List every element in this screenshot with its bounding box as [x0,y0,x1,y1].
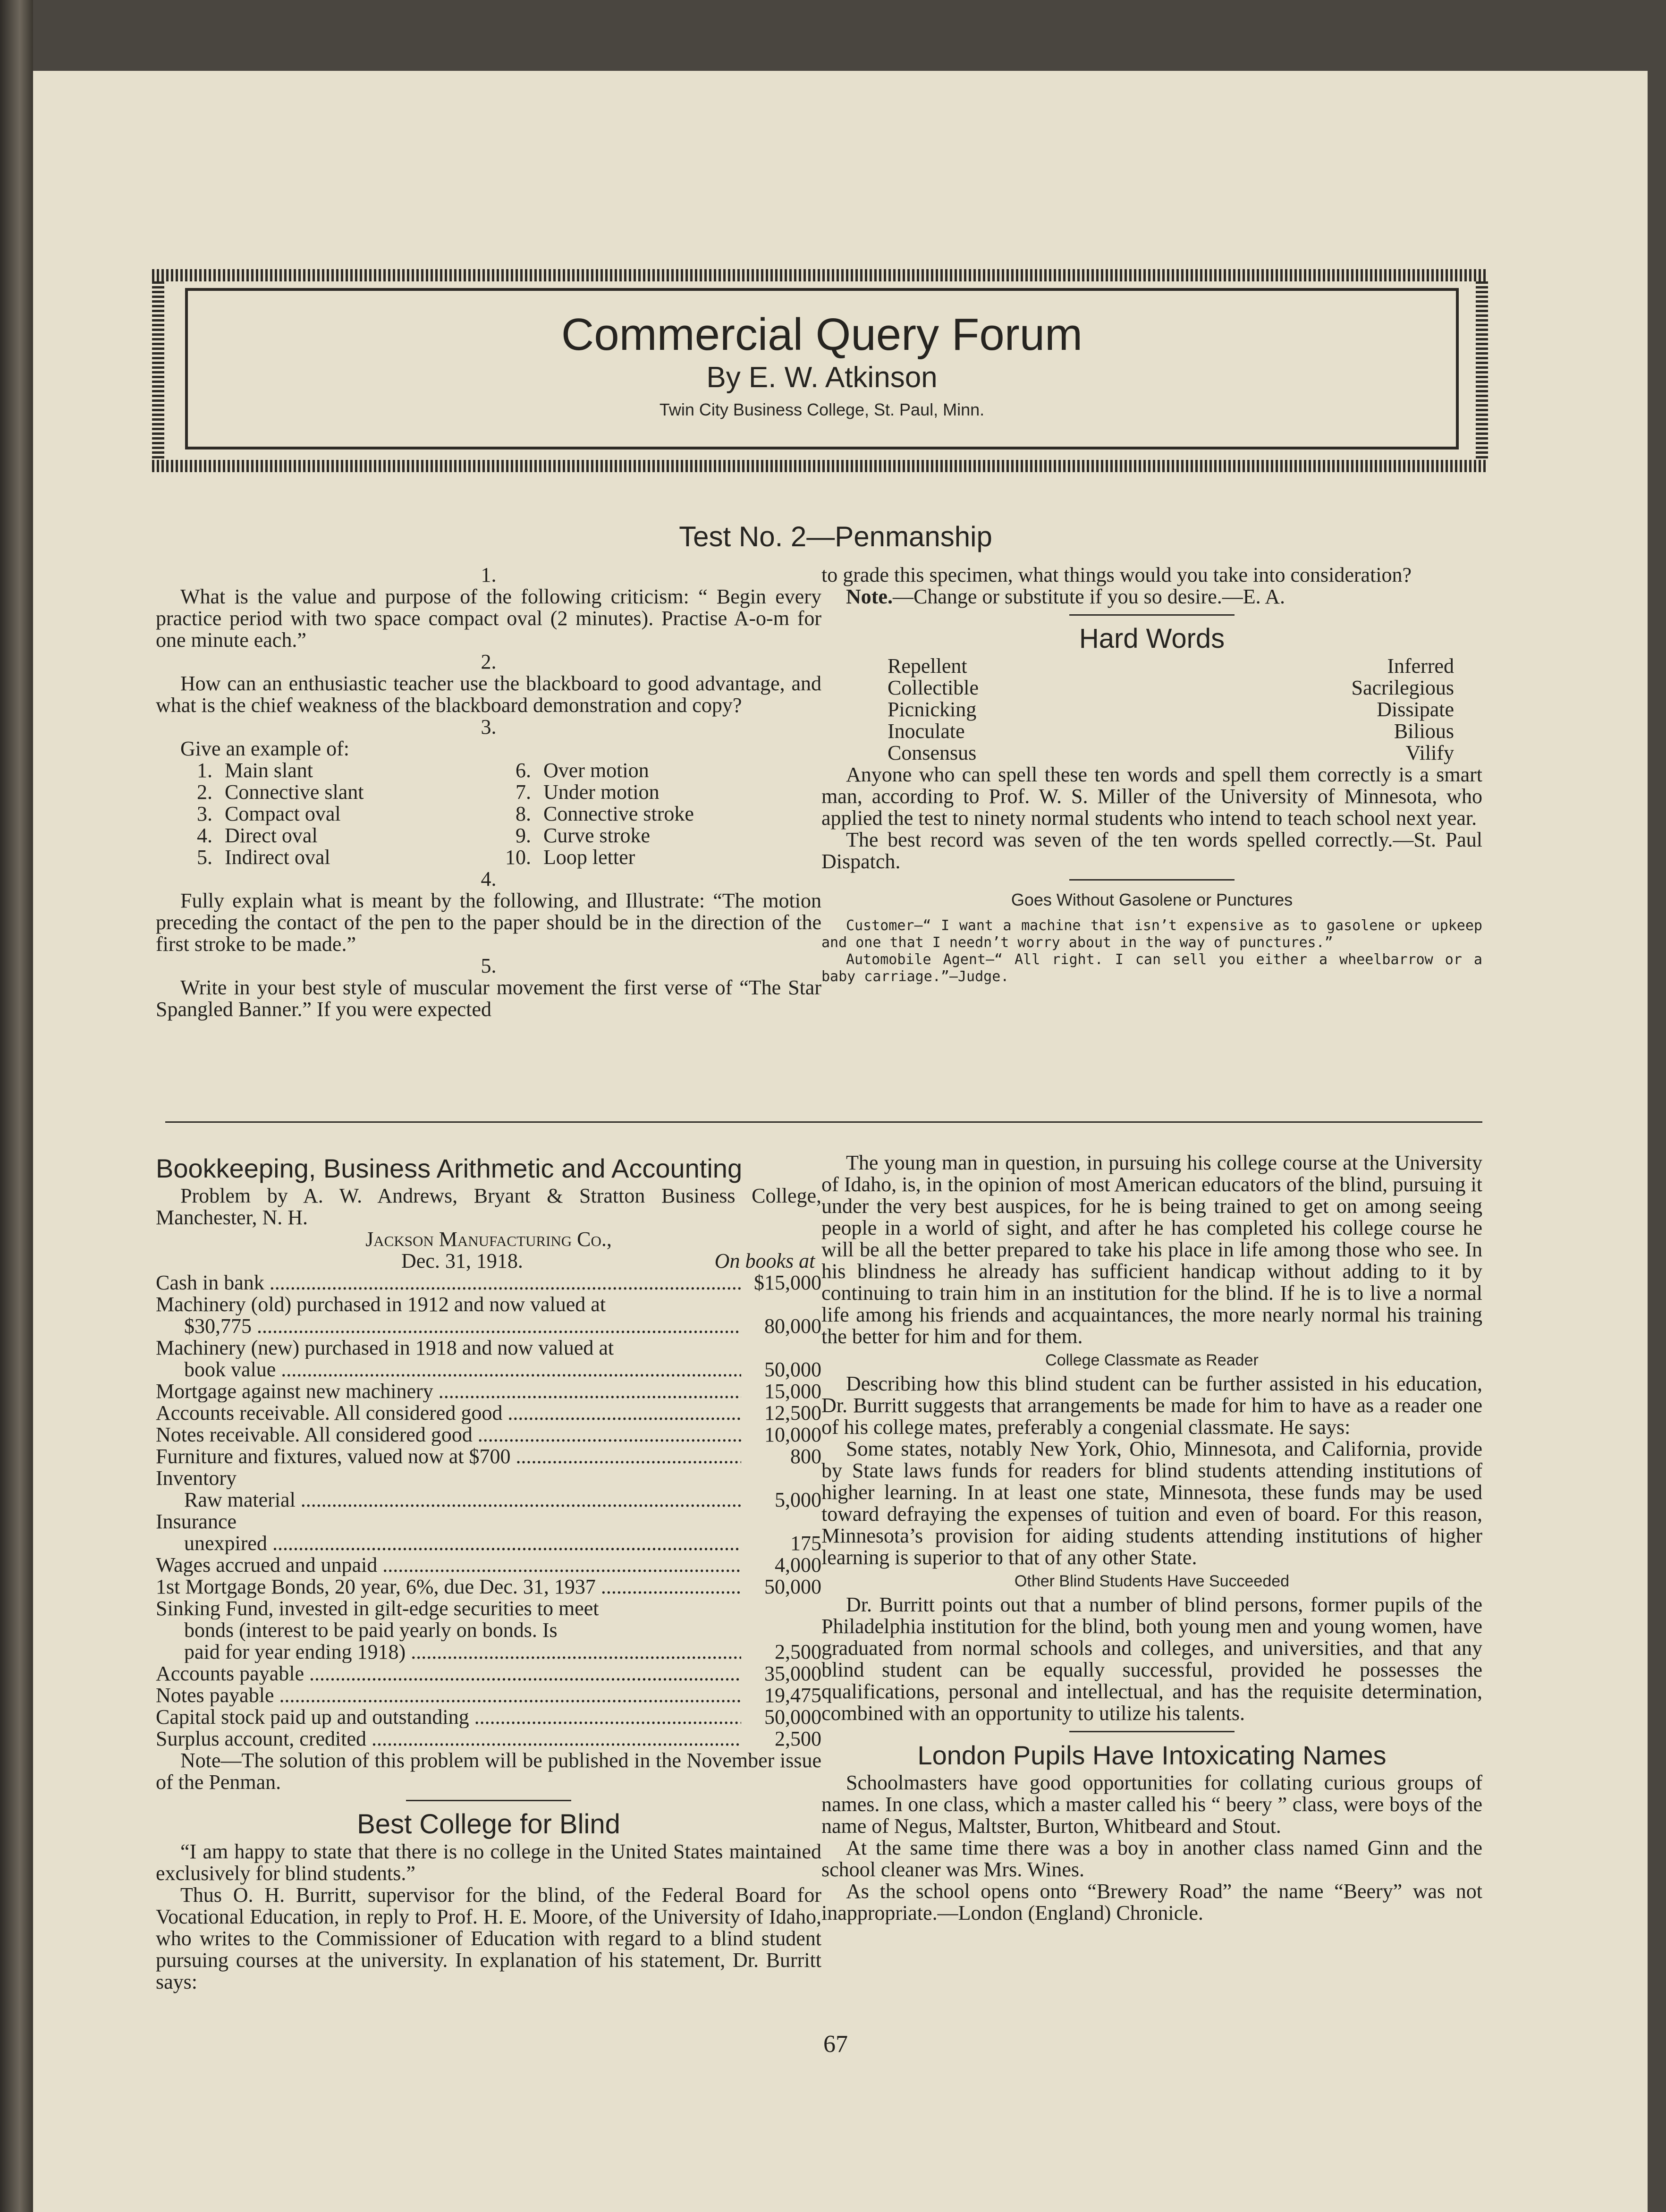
q1-text: What is the value and purpose of the following criticism: “ Begin every practice period with two space compact oval (2 minutes). Practise A-o-m for one minute each.” [156,585,821,652]
divider [1069,1731,1235,1732]
ledger-label: Capital stock paid up and outstanding ..... [156,1706,741,1728]
ledger-label: Surplus account, credited ..... [156,1728,741,1750]
banner-top-hatch [152,269,1488,281]
ledger-label: paid for year ending 1918) ..... [156,1641,741,1663]
bookkeeping-intro: Problem by A. W. Andrews, Bryant & Stratton Business College, Manchester, N. H. [156,1184,821,1229]
book-spine [0,0,33,2212]
ledger-row [156,1554,821,1576]
list-item: 8. Connective stroke [516,802,694,825]
q2-number: 2. [481,650,497,673]
hard-words-list [821,655,1482,764]
ledger-amount: $15,000 [754,1271,821,1294]
banner-box [185,288,1459,449]
top-right-column [821,564,1482,985]
ledger-label: Accounts receivable. All considered good ..... [156,1402,741,1424]
q5-number: 5. [481,954,497,977]
ledger-row [156,1337,821,1359]
divider [1069,614,1235,616]
ledger-amount: 2,500 [775,1727,821,1750]
gasolene-p2: Automobile Agent—“ All right. I can sell you either a wheelbarrow or a baby carriage.”—Judge. [821,951,1482,985]
affiliation: Twin City Business College, St. Paul, Minn. [659,400,985,419]
q2-text: How can an enthusiastic teacher use the blackboard to good advantage, and what is the chief weakness of the blackboard demonstration and copy? [156,672,821,717]
test-heading: Test No. 2—Penmanship [679,521,992,552]
ledger-amount: 4,000 [775,1553,821,1576]
banner-right-hatch [1476,281,1488,460]
ledger-label: Accounts payable ..... [156,1663,741,1685]
ledger-amount: 35,000 [764,1662,821,1685]
ledger-row [156,1619,821,1641]
list-item: Bilious [1394,720,1454,743]
ledger-label: Machinery (old) purchased in 1912 and now valued at [156,1294,606,1315]
ledger-label: $30,775 ..... [156,1315,741,1337]
ledger-column-head: On books at [714,1249,815,1272]
ledger-amount: 5,000 [775,1488,821,1511]
gasolene-joke [821,917,1482,985]
ledger-label: Cash in bank ..... [156,1272,741,1294]
ledger-label: book value ..... [156,1359,741,1381]
list-item: 9. Curve stroke [516,824,651,847]
banner-bottom-hatch [152,460,1488,472]
list-item: Vilify [1405,741,1454,764]
ledger-row [156,1424,821,1446]
ledger-label: bonds (interest to be paid yearly on bonds. Is [184,1619,558,1641]
ledger-row [156,1728,821,1750]
ledger-row [156,1315,821,1337]
ledger-row [156,1381,821,1402]
ledger-row [156,1359,821,1381]
divider [1069,879,1235,881]
ledger-row [156,1402,821,1424]
test-note [821,586,1482,608]
ledger-row [156,1706,821,1728]
ledger-label: 1st Mortgage Bonds, 20 year, 6%, due Dec. 31, 1937 ..... [156,1576,741,1598]
ledger-row [156,1598,821,1619]
blind-p3: The young man in question, in pursuing his college course at the University of Idaho, is, in the opinion of most American educators of the blind, pursuing it under the very best auspices, for he is being trained to get on among seeing people in a world of sight, and after he has completed his college course he will be all the better prepared to take his place in life among those who see. In his blindness he already has sufficient handicap without adding to it by continuing to train him in an institution for the blind. If he is to live a normal life among his friends and acquaintances, the more nearly normal his training the better for him and for them. [821,1151,1482,1348]
q3-list [156,760,821,868]
ledger-row [156,1533,821,1554]
page [33,71,1648,2212]
ledger-amount: 19,475 [764,1684,821,1707]
blind-p1: “I am happy to state that there is no college in the United States maintained exclusively for blind students.” [156,1840,821,1885]
ledger-row [156,1294,821,1315]
list-item: 3. Compact oval [197,802,341,825]
list-item: Picnicking [888,698,977,721]
ledger-row [156,1467,821,1489]
ledger-amount: 10,000 [764,1423,821,1446]
ledger-amount: 12,500 [764,1401,821,1424]
hard-words-p2: The best record was seven of the ten words spelled correctly.—St. Paul Dispatch. [821,828,1482,873]
list-item: Collectible [888,676,979,699]
ledger-amount: 2,500 [775,1640,821,1663]
list-item: Sacrilegious [1351,676,1454,699]
ledger-table [156,1272,821,1750]
blind-subheading-2: Other Blind Students Have Succeeded [1014,1572,1290,1590]
q5-continued: to grade this specimen, what things would you take into consideration? [821,563,1412,586]
ledger-amount: 175 [790,1532,821,1555]
blind-p4: Describing how this blind student can be further assisted in his education, Dr. Burritt suggests that arrangements be made for him to have as a reader one of his college mates, preferably a congenial classmate. He says: [821,1372,1482,1439]
ledger-amount: 50,000 [764,1358,821,1381]
ledger-row [156,1641,821,1663]
hard-words-heading: Hard Words [1079,623,1225,654]
ledger-label: Sinking Fund, invested in gilt-edge securities to meet [156,1598,599,1619]
blind-heading: Best College for Blind [357,1809,620,1839]
list-item: 4. Direct oval [197,824,318,847]
list-item: Consensus [888,741,977,764]
q3-list-left [184,760,503,868]
q1-number: 1. [481,563,497,586]
ledger-label: Raw material ..... [156,1489,741,1511]
q3-list-right [503,760,821,868]
bottom-right-column [821,1152,1482,1924]
ledger-label: Notes receivable. All considered good ..... [156,1424,741,1446]
ledger-amount: 50,000 [764,1575,821,1598]
list-item: 1. Main slant [197,759,313,782]
byline: By E. W. Atkinson [706,361,938,394]
ledger-label: Inventory [156,1467,237,1489]
ledger-row [156,1489,821,1511]
q4-text: Fully explain what is meant by the following, and Illustrate: “The motion preceding the contact of the pen to the paper should be in the direction of the first stroke to be made.” [156,889,821,956]
ledger-amount: 15,000 [764,1380,821,1403]
ledger-row [156,1576,821,1598]
ledger-row [156,1446,821,1467]
note-label: Note. [846,585,893,608]
bookkeeping-heading: Bookkeeping, Business Arithmetic and Accounting [156,1153,743,1183]
london-p1: Schoolmasters have good opportunities for collating curious groups of names. In one class, which a master called his “ beery ” class, were boys of the name of Negus, Maltster, Burton, Whitbeard and Stout. [821,1771,1482,1838]
ledger-amount: 800 [790,1445,821,1468]
title-banner [152,269,1488,472]
ledger-amount: 80,000 [764,1314,821,1338]
page-number: 67 [823,2031,848,2058]
ledger-row [156,1511,821,1533]
test-questions [156,564,821,1020]
ledger-row [156,1663,821,1685]
q3-number: 3. [481,715,497,738]
note-text: —Change or substitute if you so desire.—E. A. [892,585,1285,608]
hard-words-right [1351,655,1454,764]
blind-subheading-1: College Classmate as Reader [1045,1351,1259,1369]
banner-left-hatch [152,281,164,460]
q3-intro: Give an example of: [180,737,349,760]
divider [406,1800,571,1801]
list-item: 10. Loop letter [505,846,635,869]
blind-p6: Dr. Burritt points out that a number of blind persons, former pupils of the Philadelphia institution for the blind, both young men and young women, have graduated from normal schools and colleges, and universities, and that any blind student can be equally successful, provided he possesses the qualifications, personal and intellectual, and has the requisite determination, combined with an opportunity to utilize his talents. [821,1593,1482,1725]
blind-p2: Thus O. H. Burritt, supervisor for the blind, of the Federal Board for Vocational Education, in reply to Prof. H. E. Moore, of the University of Idaho, who writes to the Commissioner of Education with regard to a blind student pursuing courses at the university. In explanation of his statement, Dr. Burritt says: [156,1883,821,1993]
ledger-label: Machinery (new) purchased in 1918 and now valued at [156,1337,614,1359]
list-item: Dissipate [1377,698,1454,721]
ledger-label: unexpired ..... [156,1533,741,1554]
list-item: Inferred [1387,654,1454,678]
london-heading: London Pupils Have Intoxicating Names [917,1740,1387,1770]
hard-words-p1: Anyone who can spell these ten words and spell them correctly is a smart man, according to Prof. W. S. Miller of the University of Minnesota, who applied the test to ninety normal students who intend to teach school next year. [821,763,1482,830]
ledger-amount: 50,000 [764,1705,821,1729]
ledger-row [156,1685,821,1706]
ledger-label: Furniture and fixtures, valued now at $700 ..... [156,1446,741,1467]
bookkeeping-note: Note—The solution of this problem will be published in the November issue of the Penman. [156,1749,821,1794]
gasolene-p1: Customer—“ I want a machine that isn’t expensive as to gasolene or upkeep and one that I needn’t worry about in the way of punctures.” [821,917,1482,951]
ledger-row [156,1272,821,1294]
gasolene-heading: Goes Without Gasolene or Punctures [1011,890,1293,909]
list-item: Inoculate [888,720,965,743]
hard-words-left [888,655,979,764]
ledger-label: Insurance [156,1511,237,1533]
ledger-date: Dec. 31, 1918. [401,1249,523,1272]
ledger-label: Wages accrued and unpaid ..... [156,1554,741,1576]
bottom-left-column [156,1152,821,1993]
list-item: 7. Under motion [516,780,660,804]
list-item: 6. Over motion [516,759,649,782]
ledger-label: Notes payable ..... [156,1685,741,1706]
section-divider [165,1121,1482,1123]
company-name: Jackson Manufacturing Co., [365,1228,612,1251]
ledger-label: Mortgage against new machinery ..... [156,1381,741,1402]
q5-text: Write in your best style of muscular movement the first verse of “The Star Spangled Banner.” If you were expected [156,976,821,1021]
list-item: 2. Connective slant [197,780,364,804]
q4-number: 4. [481,867,497,890]
list-item: 5. Indirect oval [197,846,330,869]
ledger-header [156,1250,821,1272]
london-p2: At the same time there was a boy in another class named Ginn and the school cleaner was Mrs. Wines. [821,1836,1482,1881]
london-p3: As the school opens onto “Brewery Road” the name “Beery” was not inappropriate.—London (England) Chronicle. [821,1880,1482,1924]
list-item: Repellent [888,654,967,678]
page-title: Commercial Query Forum [561,309,1083,360]
blind-p5: Some states, notably New York, Ohio, Minnesota, and California, provide by State laws funds for readers for blind students attending institutions of higher learning. In at least one state, Minnesota, these funds may be used toward defraying the expenses of tuition and even of board. For this reason, Minnesota’s provision for aiding students attending institutions of higher learning is superior to that of any other State. [821,1437,1482,1569]
